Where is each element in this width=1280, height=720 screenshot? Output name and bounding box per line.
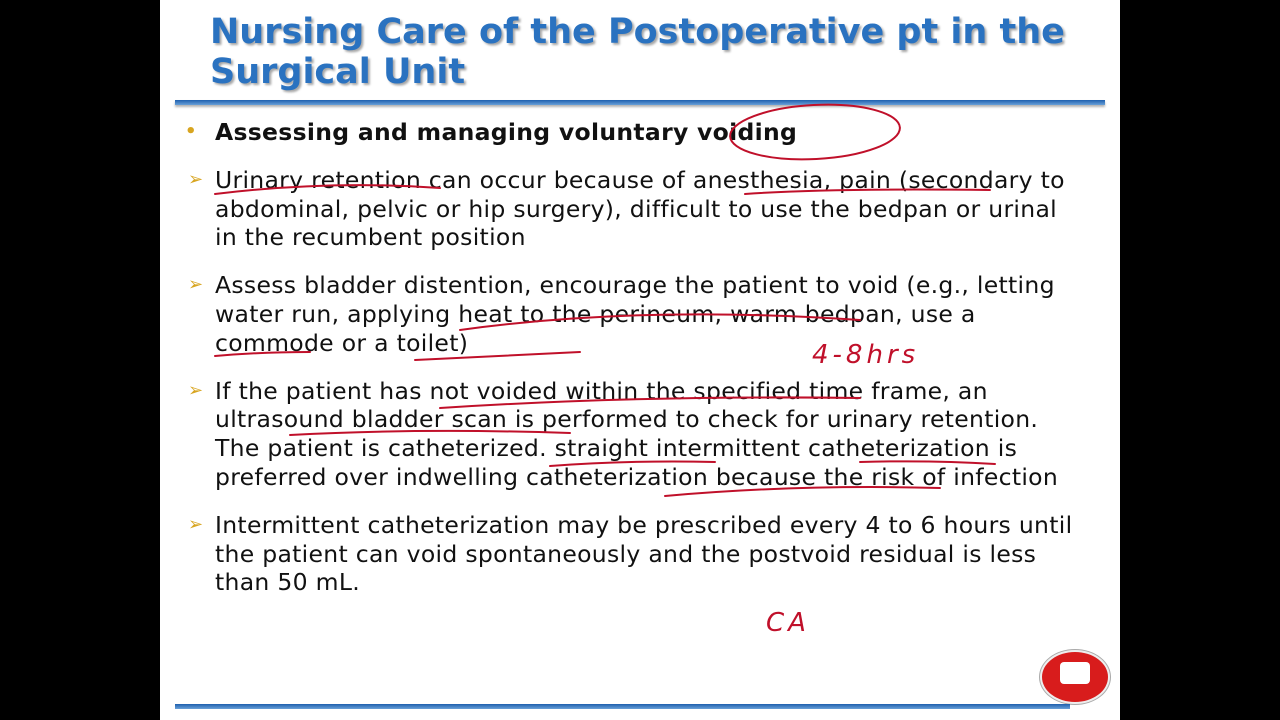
- footer-divider: [175, 704, 1070, 709]
- arrow-bullet-icon: ➢: [188, 274, 204, 296]
- bullet-item: [188, 510, 1085, 597]
- bullet-text: Assessing and managing voluntary voiding: [215, 118, 798, 146]
- arrow-bullet-icon: ➢: [188, 513, 204, 535]
- arrow-bullet-icon: ➢: [188, 379, 204, 401]
- bullet-text: If the patient has not voided within the specified time frame, an ultrasound bladder scan is performed to check for urinary retention. The patient is catheterized. straight intermittent catheterization is preferred over indwelling catheterization because the risk of infection: [215, 376, 1059, 491]
- logo-book-icon: [1060, 662, 1090, 684]
- bullet-item: [188, 376, 1085, 492]
- bullet-item: [188, 165, 1085, 252]
- slide-title: Nursing Care of the Postoperative pt in the Surgical Unit: [210, 12, 1065, 92]
- bullet-item: [188, 271, 1085, 357]
- title-divider: [175, 100, 1105, 105]
- bullet-dot-icon: •: [185, 121, 197, 142]
- slide: [160, 0, 1120, 720]
- university-logo: [1040, 650, 1110, 704]
- bullet-text: Urinary retention can occur because of anesthesia, pain (secondary to abdominal, pelvic or hip surgery), difficult to use the bedpan or urinal in the recumbent position: [215, 165, 1065, 252]
- handwritten-hours-note: 4-8hrs: [812, 340, 920, 370]
- handwritten-ca-note: CA: [766, 608, 810, 638]
- bullet-text: Assess bladder distention, encourage the patient to void (e.g., letting water run, applying heat to the perineum, warm bedpan, use a commode or a toilet): [215, 271, 1055, 357]
- bullet-text: Intermittent catheterization may be prescribed every 4 to 6 hours until the patient can void spontaneously and the postvoid residual is less than 50 mL.: [215, 510, 1073, 597]
- arrow-bullet-icon: ➢: [188, 168, 204, 190]
- slide-body: [185, 118, 1085, 616]
- bullet-item: [185, 118, 1085, 147]
